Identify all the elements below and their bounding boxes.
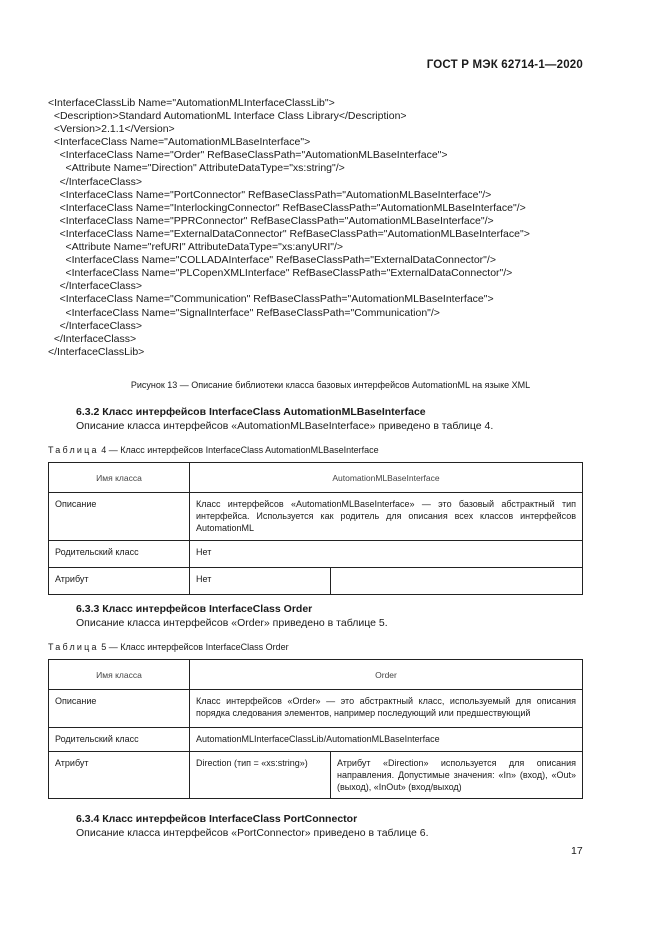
xml-line: <InterfaceClass Name="COLLADAInterface" RefBaseClassPath="ExternalDataConnector"/> xyxy=(48,254,496,267)
table4-description-value: Класс интерфейсов «AutomationMLBaseInterface» — это базовый абстрактный тип интерфейса. Используется как родитель для описания всех классов интерфейсов AutomationML xyxy=(190,493,583,541)
xml-line: <Version>2.1.1</Version> xyxy=(48,123,175,136)
table5-attribute-value: Direction (тип = «xs:string») xyxy=(190,752,331,799)
table5-caption-rest: 5 — Класс интерфейсов InterfaceClass Order xyxy=(98,642,289,652)
table5-attribute-description: Атрибут «Direction» используется для описания направления. Допустимые значения: «In» (вход), «Out» (выход), «InOut» (вход/выход) xyxy=(331,752,583,799)
xml-line: <InterfaceClass Name="SignalInterface" RefBaseClassPath="Communication"/> xyxy=(48,306,440,319)
xml-line: <InterfaceClass Name="InterlockingConnector" RefBaseClassPath="AutomationMLBaseInterface"/> xyxy=(48,201,526,214)
xml-line: <Description>Standard AutomationML Interface Class Library</Description> xyxy=(48,110,407,123)
section-text-632: Описание класса интерфейсов «AutomationMLBaseInterface» приведено в таблице 4. xyxy=(76,420,494,432)
table4-parent-label: Родительский класс xyxy=(49,541,190,568)
section-text-634: Описание класса интерфейсов «PortConnector» приведено в таблице 6. xyxy=(76,827,429,839)
table4-description-label: Описание xyxy=(49,493,190,541)
table4-caption-prefix: Таблица xyxy=(48,445,99,455)
xml-line: <InterfaceClass Name="Communication" RefBaseClassPath="AutomationMLBaseInterface"> xyxy=(48,293,494,306)
table-5 xyxy=(48,659,583,799)
table5-description-label: Описание xyxy=(49,690,190,728)
xml-line: <Attribute Name="refURI" AttributeDataType="xs:anyURI"/> xyxy=(48,241,344,254)
table5-description-value: Класс интерфейсов «Order» — это абстрактный класс, используемый для описания порядка следования элементов, например последующий или предшествующий xyxy=(190,690,583,728)
page-number: 17 xyxy=(571,845,583,857)
section-text-633: Описание класса интерфейсов «Order» приведено в таблице 5. xyxy=(76,617,388,629)
section-heading-632: 6.3.2 Класс интерфейсов InterfaceClass AutomationMLBaseInterface xyxy=(76,406,426,418)
table4-attribute-description xyxy=(331,568,583,595)
xml-line: <InterfaceClass Name="Order" RefBaseClassPath="AutomationMLBaseInterface"> xyxy=(48,149,448,162)
table5-class-name: Order xyxy=(190,660,583,690)
table4-col-header: Имя класса xyxy=(49,463,190,493)
xml-line: </InterfaceClass> xyxy=(48,332,137,345)
table5-caption xyxy=(48,642,289,652)
table4-caption xyxy=(48,445,379,455)
xml-line: <InterfaceClass Name="PPRConnector" RefBaseClassPath="AutomationMLBaseInterface"/> xyxy=(48,214,494,227)
xml-line: <InterfaceClass Name="ExternalDataConnector" RefBaseClassPath="AutomationMLBaseInterface"> xyxy=(48,227,530,240)
section-heading-634: 6.3.4 Класс интерфейсов InterfaceClass PortConnector xyxy=(76,813,358,825)
table5-attribute-label: Атрибут xyxy=(49,752,190,799)
table5-parent-label: Родительский класс xyxy=(49,728,190,752)
xml-line: <Attribute Name="Direction" AttributeDataType="xs:string"/> xyxy=(48,162,345,175)
table-4 xyxy=(48,462,583,595)
xml-line: <InterfaceClass Name="PLCopenXMLInterface" RefBaseClassPath="ExternalDataConnector"/> xyxy=(48,267,513,280)
xml-line: </InterfaceClass> xyxy=(48,319,142,332)
xml-code-listing xyxy=(48,97,530,359)
table5-parent-value: AutomationMLInterfaceClassLib/AutomationMLBaseInterface xyxy=(190,728,583,752)
table4-caption-rest: 4 — Класс интерфейсов InterfaceClass AutomationMLBaseInterface xyxy=(98,445,379,455)
table4-attribute-value: Нет xyxy=(190,568,331,595)
section-heading-633: 6.3.3 Класс интерфейсов InterfaceClass Order xyxy=(76,603,313,615)
table4-parent-value: Нет xyxy=(190,541,583,568)
xml-line: </InterfaceClass> xyxy=(48,175,142,188)
document-header: ГОСТ Р МЭК 62714-1—2020 xyxy=(426,59,583,71)
table4-class-name: AutomationMLBaseInterface xyxy=(190,463,583,493)
xml-line: <InterfaceClass Name="PortConnector" RefBaseClassPath="AutomationMLBaseInterface"/> xyxy=(48,188,492,201)
table5-caption-prefix: Таблица xyxy=(48,642,99,652)
xml-line: </InterfaceClassLib> xyxy=(48,345,145,358)
table4-attribute-label: Атрибут xyxy=(49,568,190,595)
xml-line: <InterfaceClass Name="AutomationMLBaseInterface"> xyxy=(48,136,311,149)
xml-line: </InterfaceClass> xyxy=(48,280,142,293)
xml-line: <InterfaceClassLib Name="AutomationMLInterfaceClassLib"> xyxy=(48,97,335,109)
table5-col-header: Имя класса xyxy=(49,660,190,690)
figure-caption: Рисунок 13 — Описание библиотеки класса базовых интерфейсов AutomationML на языке XML xyxy=(130,380,531,390)
